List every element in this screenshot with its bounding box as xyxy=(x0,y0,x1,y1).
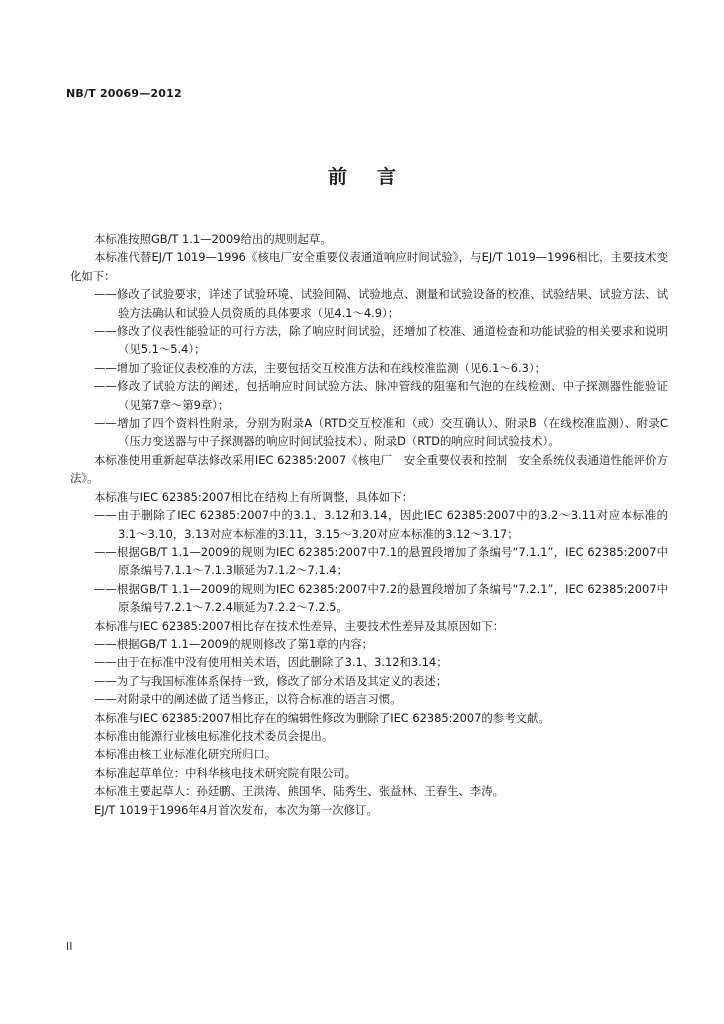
paragraph-drafting-org: 本标准起草单位：中科华核电技术研究院有限公司。 xyxy=(94,765,356,780)
list-item-structure-3: ——根据GB/T 1.1—2009的规则为IEC 62385:2007中7.2的悬置段增加了条编号“7.2.1”，IEC 62385:2007中原条编号7.2.1～7.2.4顺延为7.2.2～7.2.5。 xyxy=(94,581,668,615)
list-item-change-3: ——增加了验证仪表校准的方法，主要包括交互校准方法和在线校准监测（见6.1～6.3）； xyxy=(94,360,546,375)
list-item-diff-4: ——对附录中的阐述做了适当修正，以符合标准的语言习惯。 xyxy=(94,692,402,707)
list-item-diff-3: ——为了与我国标准体系保持一致，修改了部分术语及其定义的表述； xyxy=(94,673,448,688)
paragraph-centralized-by: 本标准由核工业标准化研究所归口。 xyxy=(94,747,277,762)
paragraph-replaces: 本标准代替EJ/T 1019—1996《核电厂安全重要仪表通道响应时间试验》，与EJ/T 1019—1996相比，主要技术变化如下： xyxy=(70,250,668,283)
list-item-change-5: ——增加了四个资料性附录，分别为附录A（RTD交互校准和（或）交互确认）、附录B（在线校准监测）、附录C（压力变送器与中子探测器的响应时间试验技术）、附录D（RTD的响应时间试验技术）。 xyxy=(94,416,668,449)
paragraph-tech-diff-intro: 本标准与IEC 62385:2007相比存在技术性差异，主要技术性差异及其原因如下： xyxy=(94,618,505,633)
list-item-change-1: ——修改了试验要求，详述了试验环境、试验间隔、试验地点、测量和试验设备的校准、试验结果、试验方法、试验方法确认和试验人员资质的具体要求（见4.1～4.9）； xyxy=(94,287,668,320)
paragraph-editorial: 本标准与IEC 62385:2007相比存在的编辑性修改为删除了IEC 62385:2007的参考文献。 xyxy=(94,710,550,725)
list-item-diff-1: ——根据GB/T 1.1—2009的规则修改了第1章的内容； xyxy=(94,636,374,651)
paragraph-proposed-by: 本标准由能源行业核电标准化技术委员会提出。 xyxy=(94,728,334,743)
list-item-structure-2: ——根据GB/T 1.1—2009的规则为IEC 62385:2007中7.1的悬置段增加了条编号“7.1.1”，IEC 62385:2007中原条编号7.1.1～7.1.3顺延为7.1.2～7.1.4； xyxy=(94,544,668,578)
page-number: II xyxy=(66,940,73,953)
paragraph-drafting-rules: 本标准按照GB/T 1.1—2009给出的规则起草。 xyxy=(94,232,332,246)
list-item-diff-2: ——由于在标准中没有使用相关术语，因此删除了3.1、3.12和3.14； xyxy=(94,655,448,670)
paragraph-history: EJ/T 1019于1996年4月首次发布，本次为第一次修订。 xyxy=(94,802,378,817)
document-header-id: NB/T 20069—2012 xyxy=(66,87,182,100)
page-title: 前言 xyxy=(327,166,426,188)
paragraph-iec-adoption: 本标准使用重新起草法修改采用IEC 62385:2007《核电厂 安全重要仪表和控制 安全系统仪表通道性能评价方法》。 xyxy=(70,452,668,486)
list-item-structure-1: ——由于删除了IEC 62385:2007中的3.1、3.12和3.14，因此IEC 62385:2007中的3.2～3.11对应本标准的3.1～3.10，3.13对应本标准的3.11，3.15～3.20对应本标准的3.12～3.17； xyxy=(94,508,668,541)
foreword-body xyxy=(70,230,668,819)
paragraph-drafters: 本标准主要起草人：孙廷鹏、王洪涛、熊国华、陆秀生、张益林、王春生、李涛。 xyxy=(94,784,505,799)
paragraph-structure-intro: 本标准与IEC 62385:2007相比在结构上有所调整，具体如下： xyxy=(94,489,414,504)
list-item-change-4: ——修改了试验方法的阐述，包括响应时间试验方法、脉冲管线的阻塞和气泡的在线检测、中子探测器性能验证（见第7章～第9章）； xyxy=(94,379,668,412)
list-item-change-2: ——修改了仪表性能验证的可行方法，除了响应时间试验，还增加了校准、通道检查和功能试验的相关要求和说明（见5.1～5.4）； xyxy=(94,324,668,357)
